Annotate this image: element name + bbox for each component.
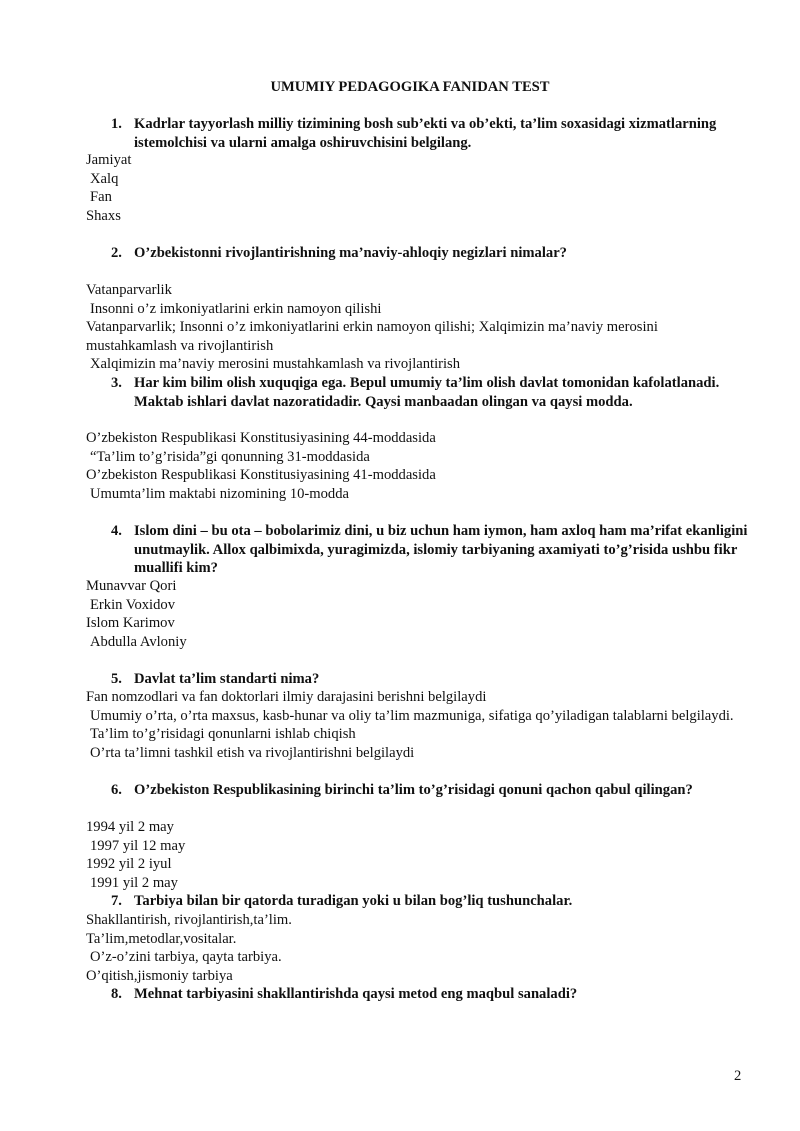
option: Vatanparvarlik xyxy=(86,282,172,298)
option: 1997 yil 12 may xyxy=(90,837,186,854)
option: Islom Karimov xyxy=(86,615,175,632)
option: Umumta’lim maktabi nizomining 10-modda xyxy=(90,485,349,502)
option: Ta’lim,metodlar,vositalar. xyxy=(86,930,237,947)
question-1 xyxy=(86,115,756,152)
question-text: Tarbiya bilan bir qatorda turadigan yoki u bilan bog’liq tushunchalar. xyxy=(134,893,573,909)
option: Shaxs xyxy=(86,207,121,224)
question-number: 5. xyxy=(111,671,122,687)
question-number: 1. xyxy=(111,116,122,132)
option: 1994 yil 2 may xyxy=(86,819,174,835)
question-text: Islom dini – bu ota – bobolarimiz dini, u biz uchun ham iymon, ham axloq ham ma’rifat ekanligini unutmaylik. Allox qalbimixda, yuragimizda, islomiy tarbiyaning axamiyati to’g’risida ushbu fikr muallifi kim? xyxy=(134,523,748,577)
option: Xalq xyxy=(90,170,119,187)
option: Ta’lim to’g’risidagi qonunlarni ishlab chiqish xyxy=(90,726,356,743)
question-text: Kadrlar tayyorlash milliy tizimining bosh sub’ekti va ob’ekti, ta’lim soxasidagi xizmatlarning istemolchisi va ularni amalga oshiruvchisini belgilang. xyxy=(134,116,717,151)
question-5 xyxy=(86,670,756,689)
question-number: 3. xyxy=(111,375,122,391)
options-3 xyxy=(86,429,746,503)
option: O’rta ta’limni tashkil etish va rivojlantirishni belgilaydi xyxy=(90,744,415,761)
question-number: 6. xyxy=(111,782,122,798)
question-6 xyxy=(86,781,756,800)
option: Fan nomzodlari va fan doktorlari ilmiy darajasini berishni belgilaydi xyxy=(86,689,487,705)
options-4 xyxy=(86,577,746,651)
question-7 xyxy=(86,892,756,911)
question-4 xyxy=(86,522,756,578)
options-6 xyxy=(86,818,746,892)
option: Munavvar Qori xyxy=(86,578,177,594)
option: Xalqimizin ma’naviy merosini mustahkamlash va rivojlantirish xyxy=(90,356,461,373)
option: Vatanparvarlik; Insonni o’z imkoniyatlarini erkin namoyon qilishi; Xalqimizin ma’naviy merosini mustahkamlash va rivojlantirish xyxy=(86,319,658,354)
option: Abdulla Avloniy xyxy=(90,633,187,650)
options-1 xyxy=(86,151,746,225)
option: 1992 yil 2 iyul xyxy=(86,856,172,873)
question-2 xyxy=(86,244,756,263)
option: O’z-o’zini tarbiya, qayta tarbiya. xyxy=(90,949,282,966)
question-text: O’zbekiston Respublikasining birinchi ta’lim to’g’risidagi qonuni qachon qabul qilingan? xyxy=(134,782,693,798)
option: 1991 yil 2 may xyxy=(90,874,178,891)
question-number: 8. xyxy=(111,986,122,1002)
question-8 xyxy=(86,985,756,1004)
option: “Ta’lim to’g’risida”gi qonunning 31-moddasida xyxy=(90,448,370,465)
option: Jamiyat xyxy=(86,152,132,168)
option: Fan xyxy=(90,189,112,206)
question-number: 7. xyxy=(111,893,122,909)
document-title: UMUMIY PEDAGOGIKA FANIDAN TEST xyxy=(270,79,550,95)
option: Insonni o’z imkoniyatlarini erkin namoyon qilishi xyxy=(90,300,382,317)
option: Umumiy o’rta, o’rta maxsus, kasb-hunar va oliy ta’lim mazmuniga, sifatiga qo’yiladigan talablarni belgilaydi. xyxy=(90,707,734,724)
option: Erkin Voxidov xyxy=(90,596,176,613)
options-7 xyxy=(86,911,746,985)
question-3 xyxy=(86,374,756,411)
question-text: Mehnat tarbiyasini shakllantirishda qaysi metod eng maqbul sanaladi? xyxy=(134,986,578,1002)
question-text: Davlat ta’lim standarti nima? xyxy=(134,671,320,687)
options-2 xyxy=(86,281,746,374)
question-number: 4. xyxy=(111,523,122,539)
question-text: O’zbekistonni rivojlantirishning ma’naviy-ahloqiy negizlari nimalar? xyxy=(134,245,567,261)
question-number: 2. xyxy=(111,245,122,261)
option: O’qitish,jismoniy tarbiya xyxy=(86,967,233,984)
page-number: 2 xyxy=(734,1068,742,1084)
options-5 xyxy=(86,688,746,762)
question-text: Har kim bilim olish xuquqiga ega. Bepul umumiy ta’lim olish davlat tomonidan kafolatlanadi. Maktab ishlari davlat nazoratidadir. Qaysi manbaadan olingan va qaysi modda. xyxy=(134,375,720,410)
option: O’zbekiston Respublikasi Konstitusiyasining 44-moddasida xyxy=(86,430,436,446)
option: Shakllantirish, rivojlantirish,ta’lim. xyxy=(86,912,292,928)
option: O’zbekiston Respublikasi Konstitusiyasining 41-moddasida xyxy=(86,467,436,484)
